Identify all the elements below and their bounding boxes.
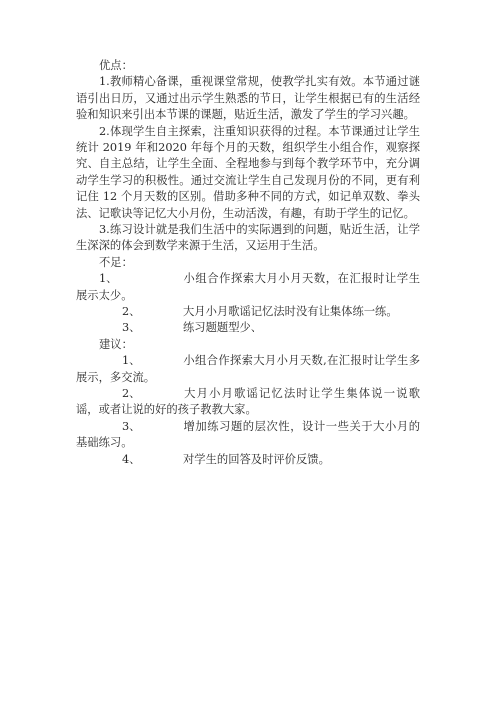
suggestion-item-number: 4、 bbox=[122, 452, 141, 466]
suggestions-heading: 建议： bbox=[99, 337, 133, 351]
strength-paragraph-1: 1.教师精心备课，重视课堂常规，使教学扎实有效。本节通过谜语引出日历，又通过出示学生熟悉的节日，让学生根据已有的生活经验和知识来引出本节课的课题，贴近生活，激发了学生的学习兴趣。 bbox=[76, 75, 420, 122]
document-page bbox=[76, 58, 420, 468]
strength-paragraph-2: 2.体现学生自主探索，注重知识获得的过程。本节课通过让学生统计 2019 年和2020 年每个月的天数，组织学生小组合作，观察探究、自主总结，让学生全面、全程地参与到每个教学环节中，充分调动学生学习的积极性。通过交流让学生自己发现月份的不同，更有利记住 12 个月天数的区别。借助多种不同的方式，如记单双数、拳头法、记歌诀等记忆大小月份，生动活泼，有趣，有助于学生的记忆。 bbox=[76, 124, 420, 220]
suggestion-item-1 bbox=[76, 353, 420, 386]
suggestion-item-text: 对学生的回答及时评价反馈。 bbox=[183, 452, 330, 466]
weakness-item-2 bbox=[76, 304, 420, 320]
weakness-item-text: 练习题题型少、 bbox=[183, 321, 263, 335]
suggestion-item-4 bbox=[76, 452, 420, 468]
suggestion-item-number: 3、 bbox=[122, 419, 141, 433]
weakness-item-1 bbox=[76, 271, 420, 304]
strength-paragraph-3: 3.练习设计就是我们生活中的实际遇到的问题，贴近生活，让学生深深的体会到数学来源于生活，又运用于生活。 bbox=[76, 223, 420, 253]
suggestion-item-text: 增加练习题的层次性，设计一些关于大小月的基础练习。 bbox=[76, 419, 420, 450]
suggestion-item-number: 1、 bbox=[122, 354, 141, 368]
weakness-item-number: 3、 bbox=[122, 321, 141, 335]
suggestion-item-text: 小组合作探索大月小月天数,在汇报时让学生多展示，多交流。 bbox=[76, 354, 420, 384]
suggestion-item-3 bbox=[76, 419, 420, 452]
strengths-heading: 优点： bbox=[99, 59, 133, 72]
weakness-item-text: 小组合作探索大月小月天数，在汇报时让学生展示太少。 bbox=[76, 272, 420, 302]
weaknesses-heading: 不足： bbox=[99, 255, 133, 269]
weakness-item-number: 1、 bbox=[99, 272, 118, 286]
weakness-item-number: 2、 bbox=[122, 305, 141, 319]
weakness-item-text: 大月小月歌谣记忆法时没有让集体练一练。 bbox=[183, 305, 398, 319]
suggestion-item-number: 2、 bbox=[122, 387, 141, 401]
weakness-item-3 bbox=[76, 320, 420, 336]
suggestion-item-2 bbox=[76, 386, 420, 419]
suggestion-item-text: 大月小月歌谣记忆法时让学生集体说一说歌谣，或者让说的好的孩子教教大家。 bbox=[76, 387, 420, 417]
